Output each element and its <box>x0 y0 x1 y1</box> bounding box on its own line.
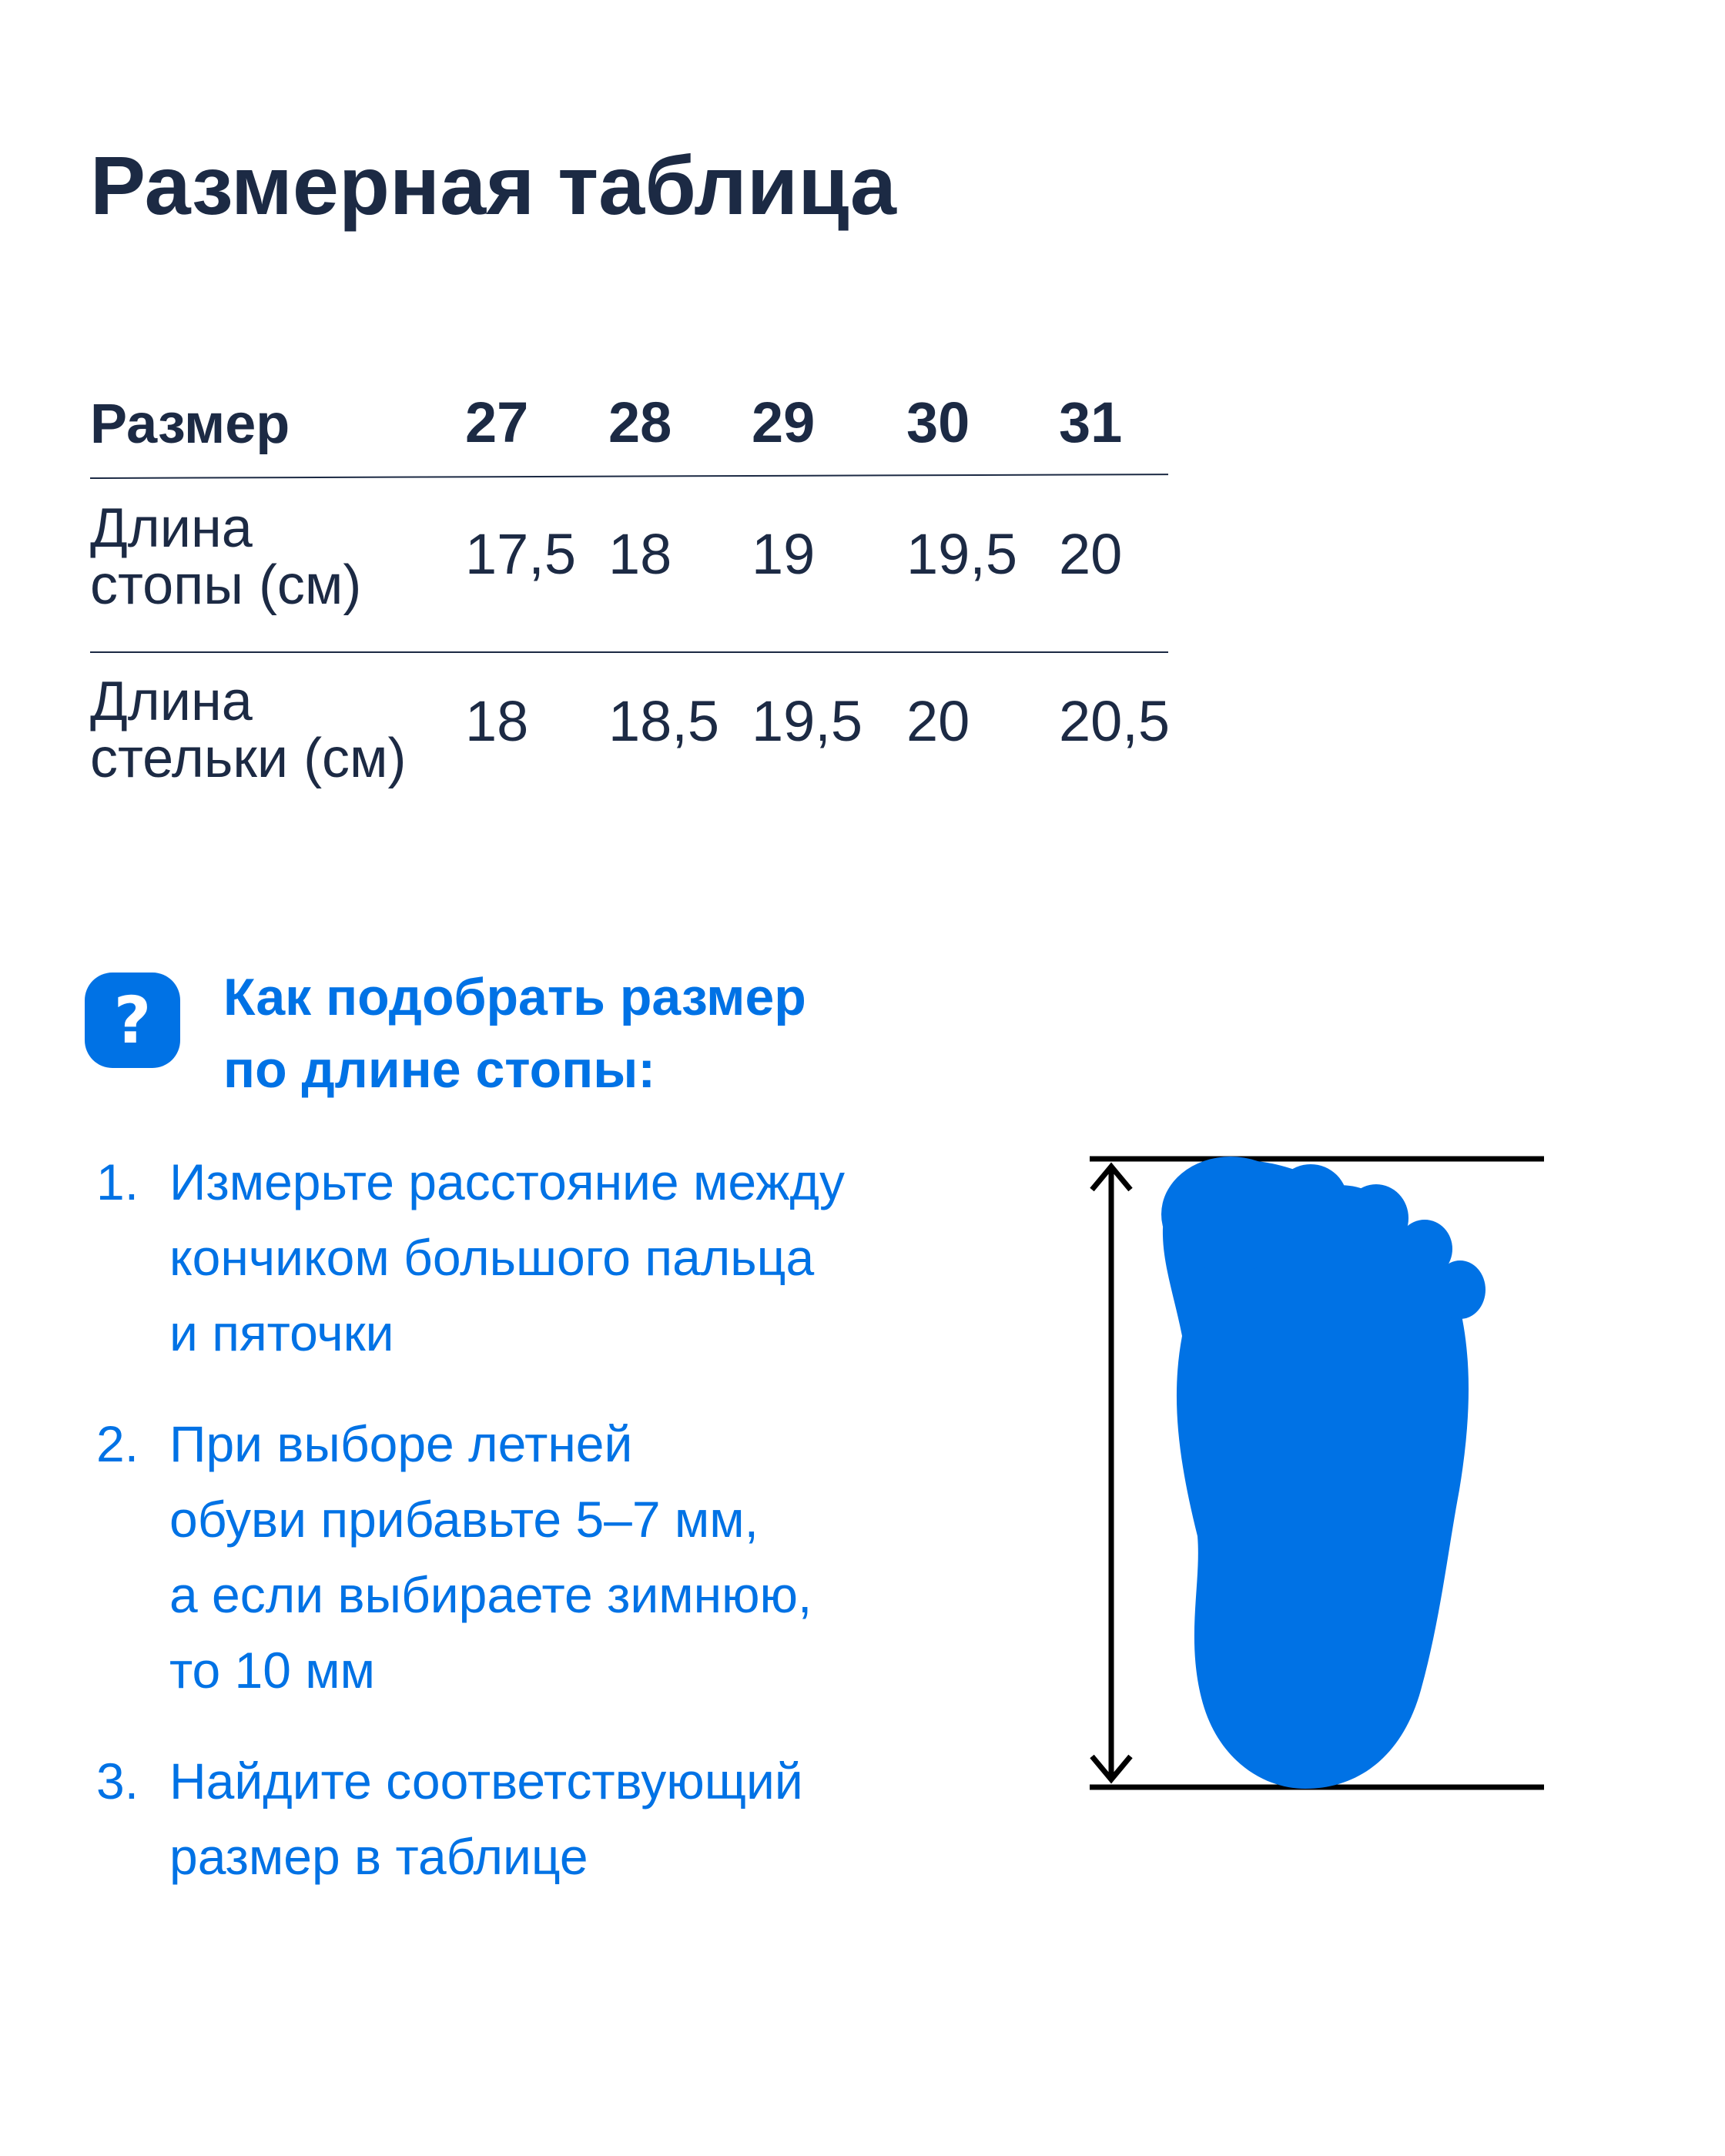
list-item <box>96 1144 1020 1371</box>
table-header-cell: 29 <box>752 390 816 454</box>
step-number: 3. <box>96 1753 139 1810</box>
step-text: При выборе летней обуви прибавьте 5–7 мм, а если выбираете зимнюю, то 10 мм <box>169 1415 812 1699</box>
table-cell: 19,5 <box>906 522 1018 586</box>
table-cell: 18 <box>465 689 529 753</box>
foot-icon <box>1161 1157 1486 1789</box>
table-cell: 18,5 <box>608 689 720 753</box>
table-row-label: Длина стопы (см) <box>90 497 362 616</box>
help-title: Как подобрать размер по длине стопы: <box>223 968 806 1099</box>
table-cell: 19 <box>752 522 816 586</box>
double-arrow-icon <box>1092 1167 1130 1779</box>
step-text: Найдите соответствующий размер в таблице <box>169 1753 803 1885</box>
table-cell: 20,5 <box>1059 689 1171 753</box>
table-header-cell: 30 <box>906 390 970 454</box>
table-divider <box>90 651 1168 653</box>
table-header-row <box>90 370 1168 477</box>
table-header-label: Размер <box>90 393 290 455</box>
table-row-foot-length <box>90 481 1168 651</box>
page-title: Размерная таблица <box>90 139 896 232</box>
instruction-list <box>96 1144 1020 1930</box>
table-cell: 20 <box>1059 522 1123 586</box>
question-icon <box>85 973 180 1068</box>
list-item <box>96 1406 1020 1708</box>
table-row-insole-length <box>90 654 1171 824</box>
list-item <box>96 1743 1020 1894</box>
question-glyph: ? <box>113 983 152 1058</box>
step-number: 1. <box>96 1153 139 1210</box>
table-header-cell: 31 <box>1059 390 1123 454</box>
size-table <box>90 370 1171 824</box>
table-cell: 19,5 <box>752 689 863 753</box>
table-cell: 17,5 <box>465 522 577 586</box>
table-header-cell: 27 <box>465 390 529 454</box>
foot-measure-diagram <box>1078 1151 1571 1813</box>
step-text: Измерьте расстояние между кончиком большого пальца и пяточки <box>169 1153 845 1361</box>
table-cell: 18 <box>608 522 672 586</box>
step-number: 2. <box>96 1415 139 1472</box>
table-row-label: Длина стельки (см) <box>90 671 407 789</box>
table-cell: 20 <box>906 689 970 753</box>
table-header-cell: 28 <box>608 390 672 454</box>
